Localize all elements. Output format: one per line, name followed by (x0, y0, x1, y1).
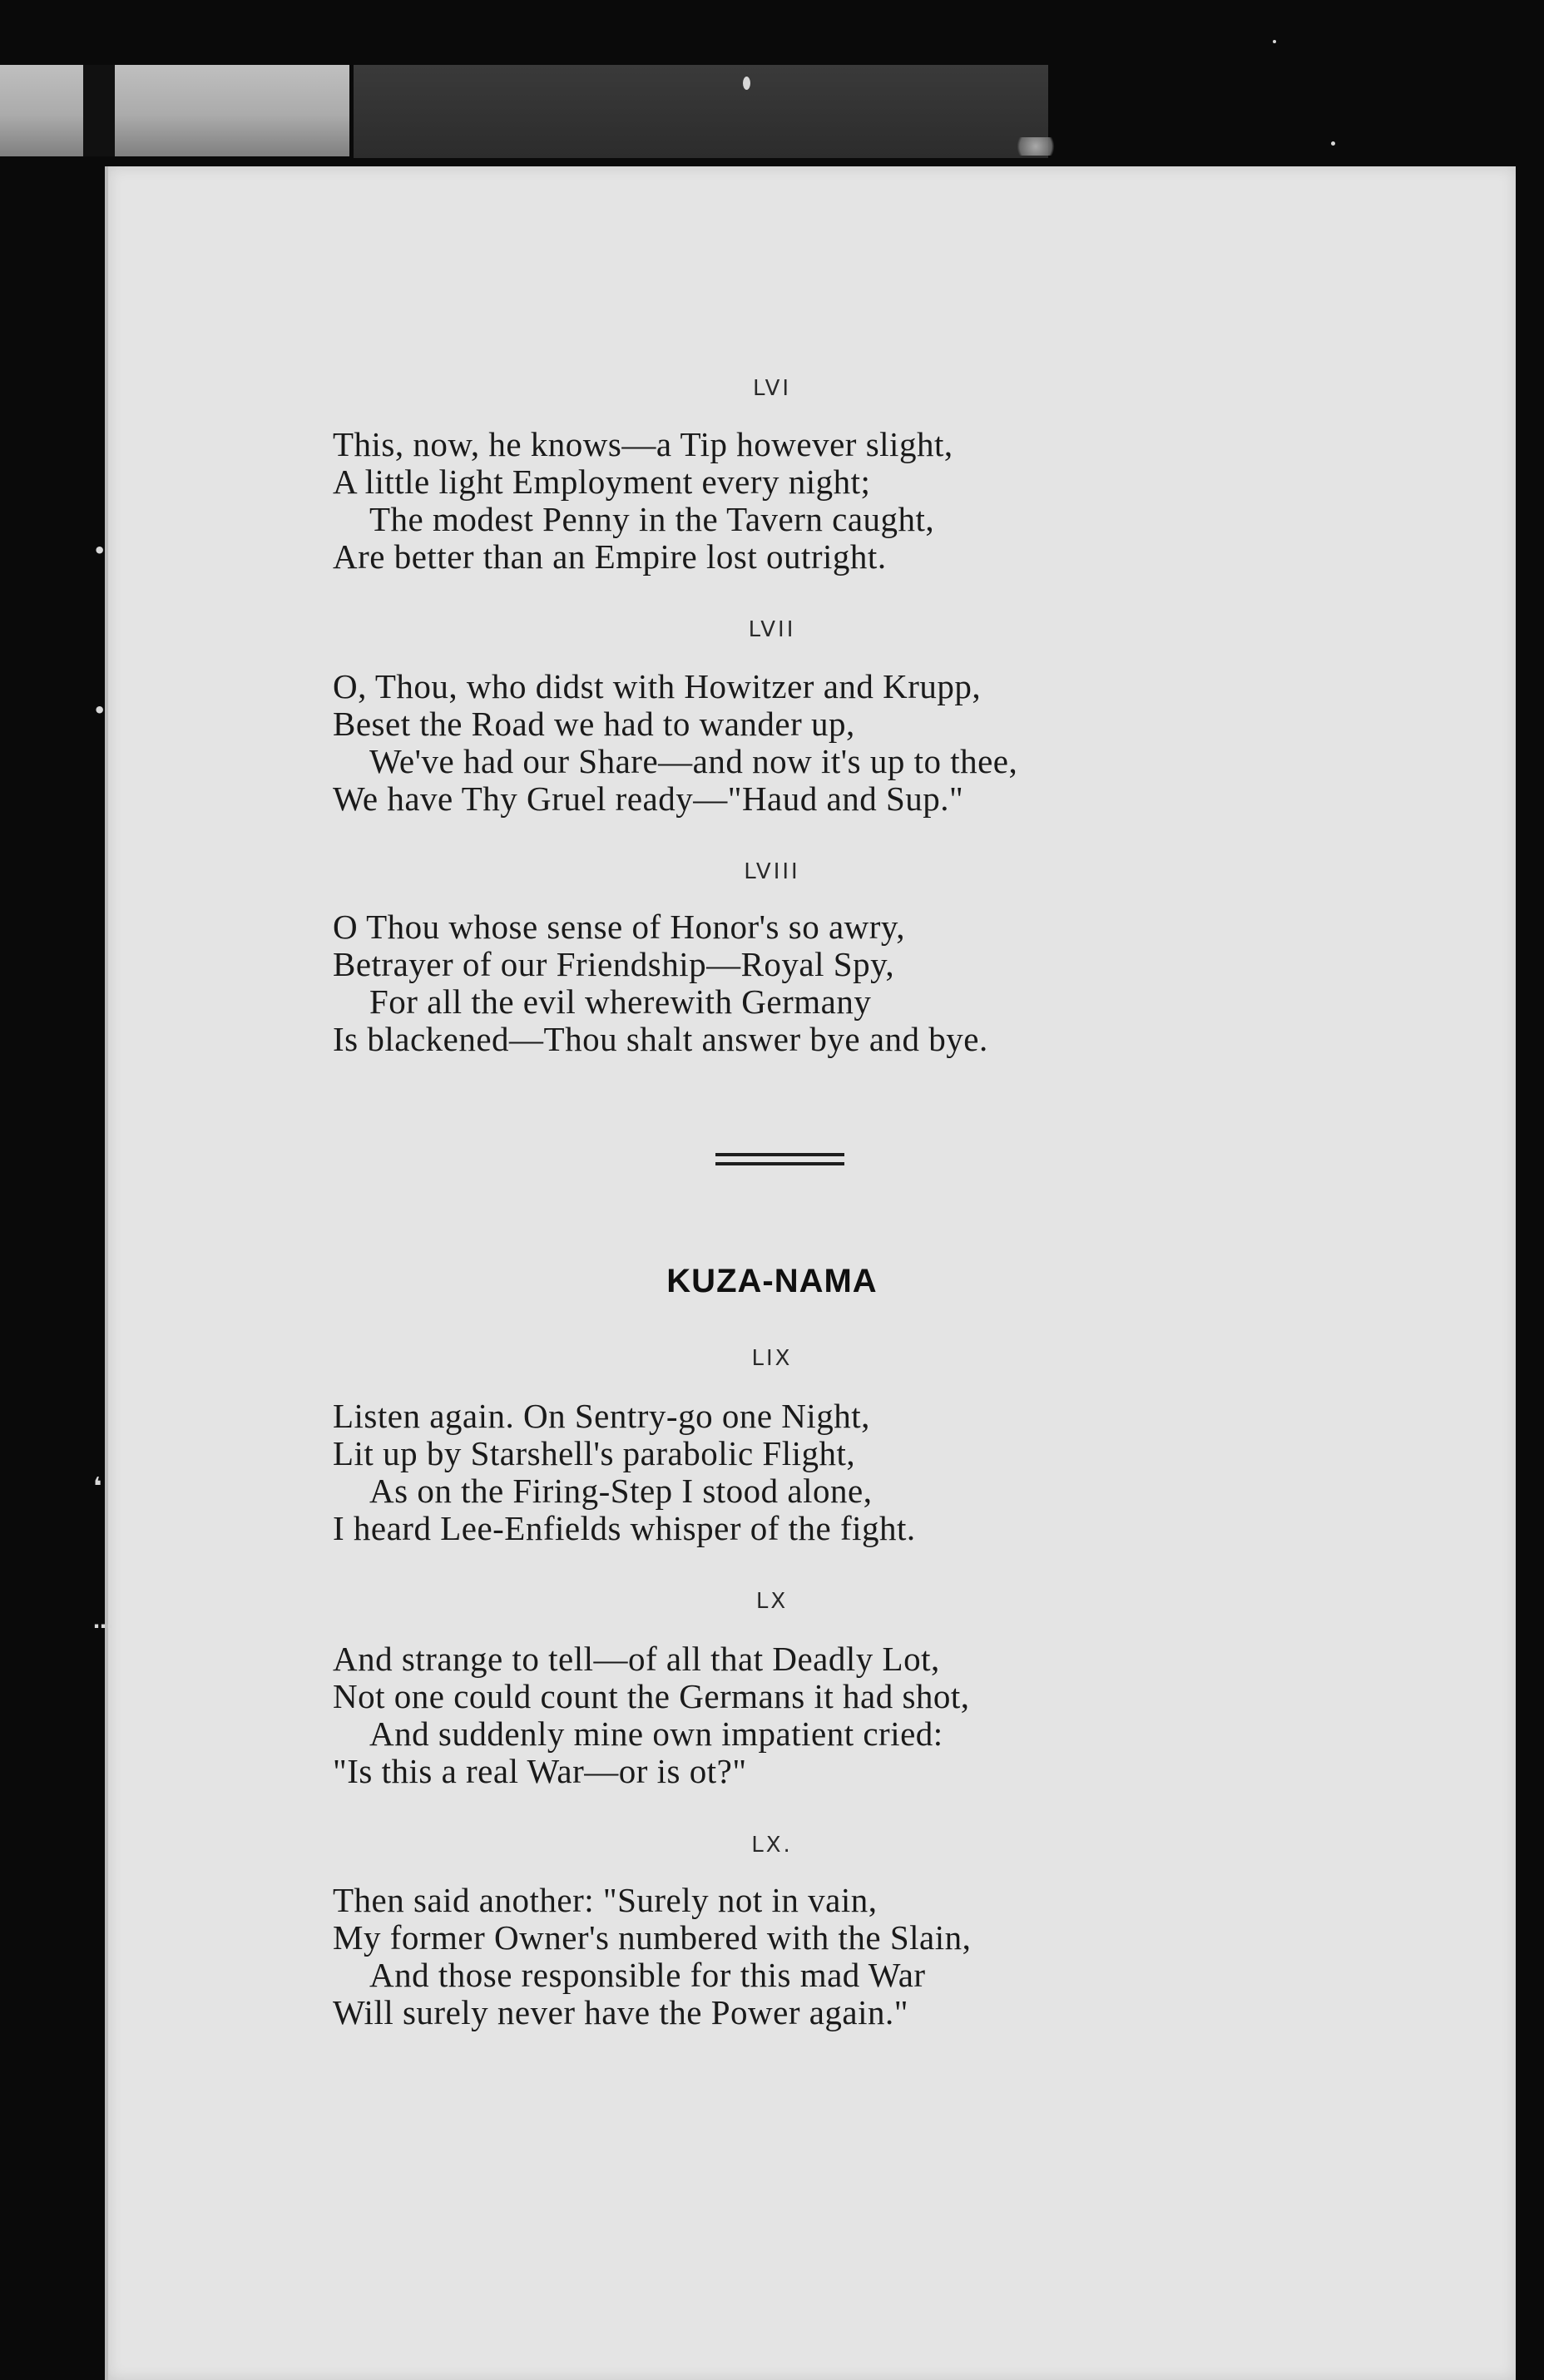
verse-line: My former Owner's numbered with the Slain, (333, 1918, 972, 1957)
verse-line: Lit up by Starshell's parabolic Flight, (333, 1434, 856, 1472)
verse-line: I heard Lee-Enfields whisper of the fight. (333, 1509, 916, 1547)
gutter-mark: • (93, 699, 106, 722)
dust-speck (1331, 141, 1335, 146)
stanza-number-lix: LIX (751, 1346, 793, 1371)
verse-line: Betrayer of our Friendship—Royal Spy, (333, 945, 895, 983)
verse-line: Is blackened—Thou shalt answer bye and bye. (333, 1020, 988, 1058)
verse-line: We've had our Share—and now it's up to thee, (369, 742, 1018, 780)
verse-line: O Thou whose sense of Honor's so awry, (333, 908, 905, 946)
verse-line: "Is this a real War—or is ot?" (333, 1752, 747, 1790)
gutter-mark: … (93, 1610, 113, 1633)
dust-speck (1273, 40, 1276, 43)
dust-speck (743, 77, 750, 90)
gutter-mark: ❛ (93, 1472, 102, 1502)
stanza-lvi (333, 426, 1264, 576)
stanza-lvii (333, 668, 1264, 818)
verse-line: We have Thy Gruel ready—"Haud and Sup." (333, 779, 964, 818)
verse-line: A little light Employment every night; (333, 463, 871, 501)
stanza-lviii (333, 908, 1264, 1058)
divider-rule-bottom (715, 1162, 844, 1165)
verse-line: This, now, he knows—a Tip however slight, (333, 425, 953, 463)
verse-line: And strange to tell—of all that Deadly Lot, (333, 1640, 940, 1678)
stanza-number-lxi: LX. (751, 1833, 793, 1858)
verse-line: O, Thou, who didst with Howitzer and Krupp, (333, 667, 982, 705)
binding-shadow (83, 65, 115, 156)
gutter-mark: • (93, 539, 106, 562)
stanza-number-lviii: LVIII (744, 859, 800, 884)
stanza-lxi (333, 1882, 1264, 2031)
verse-line: As on the Firing-Step I stood alone, (369, 1472, 873, 1510)
cover-board (354, 65, 1048, 158)
stanza-lix (333, 1398, 1264, 1547)
verse-line: Listen again. On Sentry-go one Night, (333, 1397, 870, 1435)
cover-scuff (1011, 137, 1061, 156)
verse-line: Beset the Road we had to wander up, (333, 705, 855, 743)
verse-line: And those responsible for this mad War (369, 1956, 926, 1994)
verse-line: The modest Penny in the Tavern caught, (369, 500, 935, 538)
section-title: KUZA-NAMA (666, 1263, 878, 1299)
verse-line: Will surely never have the Power again." (333, 1993, 908, 2031)
verse-line: Then said another: "Surely not in vain, (333, 1881, 878, 1919)
stanza-lx (333, 1640, 1264, 1790)
cover-cloth-strip (0, 65, 349, 156)
stanza-number-lvii: LVII (748, 617, 796, 642)
divider-rule-top (715, 1153, 844, 1156)
verse-line: Not one could count the Germans it had shot, (333, 1677, 970, 1715)
verse-line: For all the evil wherewith Germany (369, 982, 872, 1021)
verse-line: And suddenly mine own impatient cried: (369, 1714, 943, 1753)
verse-line: Are better than an Empire lost outright. (333, 537, 887, 576)
stanza-number-lx: LX (755, 1589, 789, 1614)
stanza-number-lvi: LVI (752, 376, 792, 401)
